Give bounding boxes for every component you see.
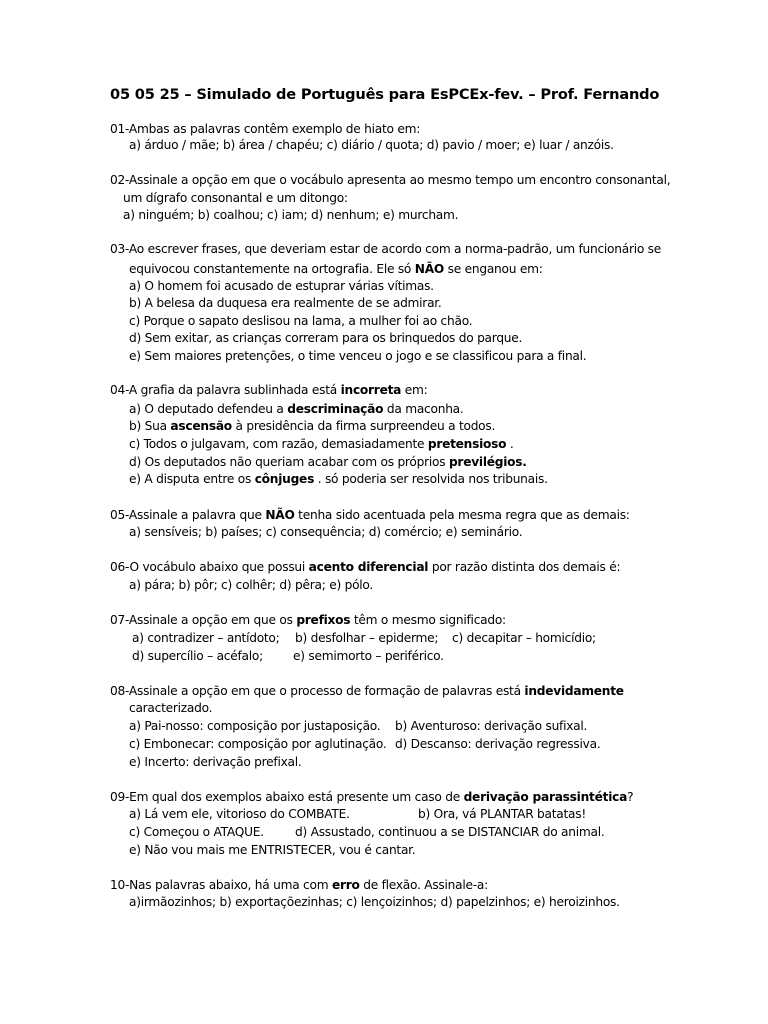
question-6-stem: 06-O vocábulo abaixo que possui acento diferencial por razão distinta dos demais é: xyxy=(110,560,621,574)
question-8-stem: 08-Assinale a opção em que o processo de formação de palavras está indevidamente xyxy=(110,684,624,698)
question-7-option-a: a) contradizer – antídoto; xyxy=(132,631,280,645)
question-7-option-e: e) semimorto – periférico. xyxy=(293,649,444,663)
question-4-stem: 04-A grafia da palavra sublinhada está incorreta em: xyxy=(110,383,428,397)
question-4-option-d: d) Os deputados não queriam acabar com os próprios previlégios. xyxy=(129,455,527,469)
question-3-option-e: e) Sem maiores pretenções, o time venceu o jogo e se classificou para a final. xyxy=(129,349,587,363)
question-3-option-b: b) A belesa da duquesa era realmente de se admirar. xyxy=(129,296,442,310)
question-2-stem-continued: um dígrafo consonantal e um ditongo: xyxy=(123,191,348,205)
question-7-option-d: d) supercílio – acéfalo; xyxy=(132,649,263,663)
question-1-options: a) árduo / mãe; b) área / chapéu; c) diário / quota; d) pavio / moer; e) luar / anzóis. xyxy=(129,138,614,152)
question-9-option-a: a) Lá vem ele, vitorioso do COMBATE. xyxy=(129,807,350,821)
question-8-option-c: c) Embonecar: composição por aglutinação. xyxy=(129,737,387,751)
question-8-option-e: e) Incerto: derivação prefixal. xyxy=(129,755,302,769)
question-2-stem: 02-Assinale a opção em que o vocábulo apresenta ao mesmo tempo um encontro consonantal, xyxy=(110,173,671,187)
question-8-option-a: a) Pai-nosso: composição por justaposição. xyxy=(129,719,381,733)
question-7-option-b: b) desfolhar – epiderme; xyxy=(295,631,439,645)
question-8-stem-continued: caracterizado. xyxy=(129,701,213,715)
question-4-option-b: b) Sua ascensão à presidência da firma surpreendeu a todos. xyxy=(129,419,496,433)
question-7-stem: 07-Assinale a opção em que os prefixos têm o mesmo significado: xyxy=(110,613,506,627)
question-6-options: a) pára; b) pôr; c) colhêr; d) pêra; e) pólo. xyxy=(129,578,374,592)
question-8-option-d: d) Descanso: derivação regressiva. xyxy=(395,737,601,751)
question-9-stem: 09-Em qual dos exemplos abaixo está presente um caso de derivação parassintética? xyxy=(110,790,634,804)
question-4-option-a: a) O deputado defendeu a descriminação da maconha. xyxy=(129,402,464,416)
question-10-options: a)irmãozinhos; b) exportaçõezinhas; c) lençoizinhos; d) papelzinhos; e) heroizinhos. xyxy=(129,895,620,909)
question-4-option-e: e) A disputa entre os cônjuges . só poderia ser resolvida nos tribunais. xyxy=(129,472,548,486)
question-3-stem: 03-Ao escrever frases, que deveriam estar de acordo com a norma-padrão, um funcionário se xyxy=(110,242,662,256)
question-8-option-b: b) Aventuroso: derivação sufixal. xyxy=(395,719,588,733)
question-4-option-c: c) Todos o julgavam, com razão, demasiadamente pretensioso . xyxy=(129,437,514,451)
page-title: 05 05 25 – Simulado de Português para EsPCEx-fev. – Prof. Fernando xyxy=(110,86,660,103)
question-3-option-d: d) Sem exitar, as crianças correram para os brinquedos do parque. xyxy=(129,331,523,345)
question-2-options: a) ninguém; b) coalhou; c) iam; d) nenhum; e) murcham. xyxy=(123,208,459,222)
question-7-option-c: c) decapitar – homicídio; xyxy=(452,631,596,645)
question-3-option-c: c) Porque o sapato deslisou na lama, a mulher foi ao chão. xyxy=(129,314,473,328)
question-1-stem: 01-Ambas as palavras contêm exemplo de hiato em: xyxy=(110,122,421,136)
question-5-stem: 05-Assinale a palavra que NÃO tenha sido acentuada pela mesma regra que as demais: xyxy=(110,508,630,522)
question-3-stem-continued: equivocou constantemente na ortografia. Ele só NÃO se enganou em: xyxy=(129,262,543,276)
question-9-option-d: d) Assustado, continuou a se DISTANCIAR do animal. xyxy=(295,825,605,839)
question-9-option-c: c) Começou o ATAQUE. xyxy=(129,825,264,839)
question-9-option-e: e) Não vou mais me ENTRISTECER, vou é cantar. xyxy=(129,843,416,857)
question-9-option-b: b) Ora, vá PLANTAR batatas! xyxy=(418,807,586,821)
question-10-stem: 10-Nas palavras abaixo, há uma com erro de flexão. Assinale-a: xyxy=(110,878,488,892)
question-3-option-a: a) O homem foi acusado de estuprar várias vítimas. xyxy=(129,279,434,293)
question-5-options: a) sensíveis; b) países; c) consequência; d) comércio; e) seminário. xyxy=(129,525,523,539)
